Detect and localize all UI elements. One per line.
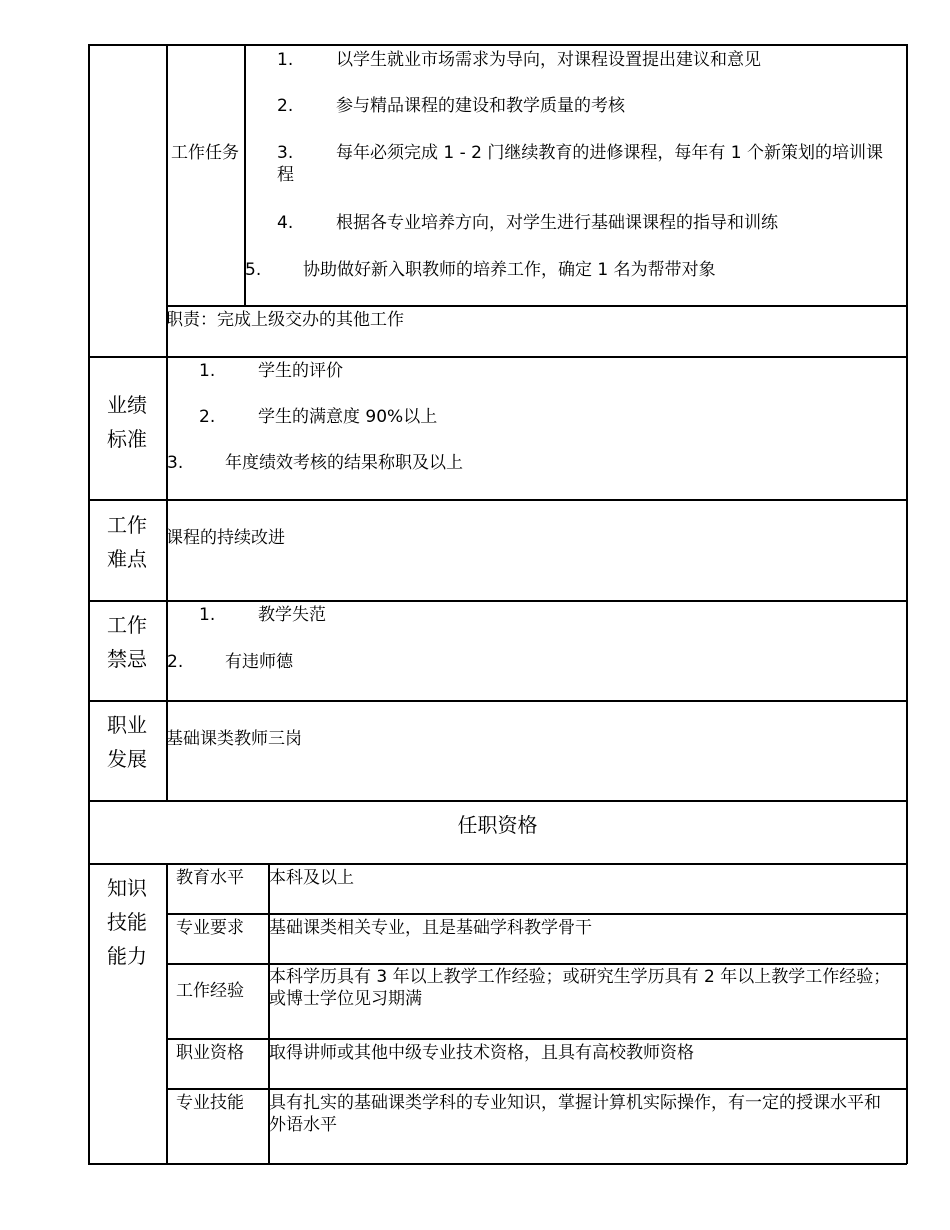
knowledge-label: 知识技能能力 [107, 876, 147, 968]
career-label: 职业发展 [107, 713, 147, 771]
career-text: 基础课类教师三岗 [166, 729, 302, 749]
career-section [88, 700, 907, 800]
difficulty-text: 课程的持续改进 [166, 528, 285, 548]
performance-label: 业绩标准 [107, 393, 147, 451]
difficulty-section [88, 499, 907, 600]
work-tasks-section: 工作任务 1. 以学生就业市场需求为导向，对课程设置提出建议和意见 2. 参与精品课程的建设和教学质量的考核 3. 每年必须完成 1 - 2 门继续教育的进修课程，每年有 1 个新策划的培训课程 4. 根据各专业培养方向，对学生进行基础课课程的指导和训练 5. 协助做好新入职教师的培养工作，确定 1 名为帮带对象 职责：完成上级交办的其他工作 [166, 50, 884, 330]
performance-section: 业绩标准 1. 学生的评价 2. 学生的满意度 90%以上 3. 年度绩效考核的结果称职及以上 [88, 356, 907, 499]
work-duty-text: 职责：完成上级交办的其他工作 [166, 310, 404, 330]
taboo-section: 工作禁忌 1. 教学失范 2. 有违师德 [88, 600, 907, 700]
taboo-label: 工作禁忌 [107, 613, 147, 671]
knowledge-section: 知识技能能力 教育水平 本科及以上 专业要求 基础课类相关专业，且是基础学科教学骨干 工作经验 本科学历具有 3 年以上教学工作经验；或研究生学历具有 2 年以上教学工作经验；或博士学位见习期满 职业资格 取得讲师或其他中级专业技术资格，且具有高校教师资格 专业技能 具有扎实的基础课类学科的专业知识，掌握计算机实际操作，有一定的授课水平和外语水平 [88, 863, 907, 1163]
difficulty-label: 工作难点 [107, 513, 147, 571]
qualification-header: 任职资格 [457, 813, 538, 837]
work-tasks-label: 工作任务 [171, 143, 239, 163]
